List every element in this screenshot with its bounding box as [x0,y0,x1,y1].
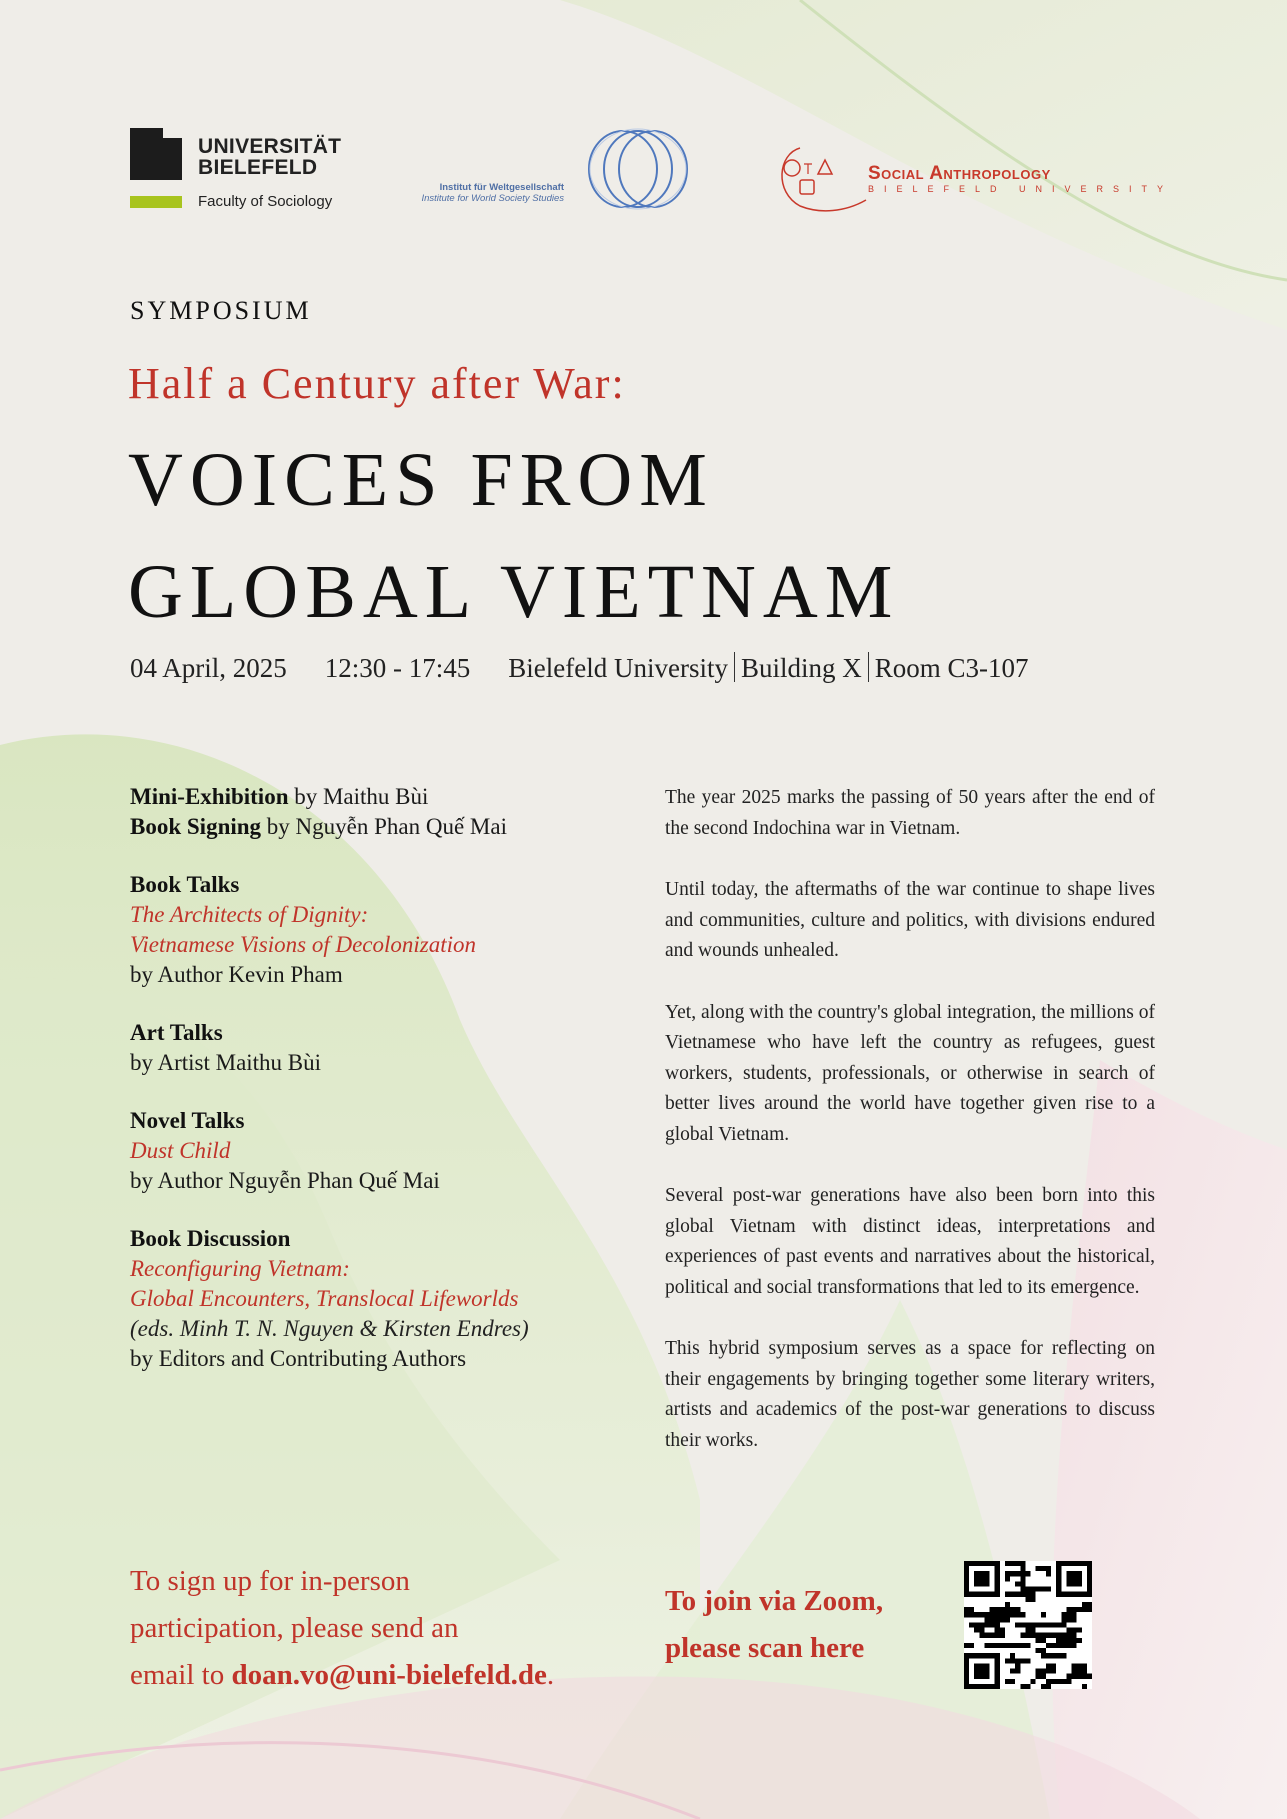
event-building: Building X [740,653,862,683]
signup-line: To sign up for in-person [130,1565,410,1597]
description-paragraph: Until today, the aftermaths of the war continue to shape lives and communities, culture and politics, with divisions endured and wounds unhealed. [665,879,1155,961]
signup-instructions [130,1558,650,1699]
book-title: Reconfiguring Vietnam: [130,1256,350,1281]
book-title: Global Encounters, Translocal Lifeworlds [130,1286,519,1311]
description-paragraph: Several post-war generations have also been born into this global Vietnam with distinct ideas, interpretations and experiences of past events and narratives about the historical, political and social transformations that led to its emergence. [665,1185,1155,1298]
social-anthropology-title: Social Anthropology [868,163,1051,184]
university-name-line1: UNIVERSITÄT [198,135,342,158]
zoom-qr-code[interactable] [964,1561,1092,1689]
program-item-book-discussion [130,1224,600,1374]
program-heading: Novel Talks [130,1108,245,1133]
iws-logo-text [400,182,564,204]
event-date: 04 April, 2025 [130,653,287,683]
punctuation: . [546,1659,555,1691]
description-paragraph: Yet, along with the country's global integration, the millions of Vietnamese who have left the country as refugees, guest workers, students, professionals, or otherwise in search of better lives around the world have together given rise to a global Vietnam. [665,1001,1155,1145]
iws-rings-icon [578,128,698,210]
event-title-line1: VOICES FROM [128,438,714,522]
program-item-art-talks [130,1018,600,1078]
iws-name-en: Institute for World Society Studies [421,193,564,204]
book-editors: (eds. Minh T. N. Nguyen & Kirsten Endres) [130,1316,529,1341]
divider [734,652,735,682]
program-heading: Art Talks [130,1020,223,1045]
iws-name-de: Institut für Weltgesellschaft [439,182,564,193]
divider [868,652,869,682]
book-title: Vietnamese Visions of Decolonization [130,932,477,957]
program-item-novel-talks [130,1106,600,1196]
program-presenter: by Author Kevin Pham [130,962,343,987]
event-title-line2: GLOBAL VIETNAM [128,550,900,634]
event-info-line [130,652,1029,684]
program-item-exhibition-signing [130,782,600,842]
social-anthropology-logo-mark [770,140,870,215]
zoom-line: please scan here [665,1632,865,1664]
faculty-name: Faculty of Sociology [198,193,333,210]
event-venue: Bielefeld University [508,653,728,683]
zoom-instructions [665,1578,883,1672]
description-paragraph: This hybrid symposium serves as a space for reflecting on their engagements by bringing together some literary writers, artists and academics of the post-war generations to discuss their works. [665,1338,1155,1451]
bielefeld-university-logo-mark [130,128,182,180]
book-title: Dust Child [130,1138,231,1163]
program-presenter: by Artist Maithu Bùi [130,1050,322,1075]
contact-email-link[interactable]: doan.vo@uni-bielefeld.de [231,1659,547,1691]
description-paragraph: The year 2025 marks the passing of 50 years after the end of the second Indochina war in Vietnam. [665,787,1155,839]
zoom-line: To join via Zoom, [665,1585,884,1617]
event-title [128,424,899,648]
university-name-line2: BIELEFELD [198,156,318,179]
program-presenter: by Editors and Contributing Authors [130,1346,467,1371]
program-heading: Book Talks [130,872,240,897]
program-presenter: by Author Nguyễn Phan Quế Mai [130,1168,440,1193]
signup-line: participation, please send an [130,1612,459,1644]
program-list [130,782,600,1402]
book-title: The Architects of Dignity: [130,902,369,927]
program-heading: Book Discussion [130,1226,291,1251]
program-item-book-talks [130,870,600,990]
event-subtitle: Half a Century after War: [128,359,626,408]
program-presenter: by Nguyễn Phan Quế Mai [261,814,507,839]
signup-line: email to [130,1659,232,1691]
event-description [665,783,1155,1487]
social-anthropology-subtitle: BIELEFELD UNIVERSITY [868,184,1174,194]
program-presenter: by Maithu Bùi [288,784,429,809]
program-heading: Mini-Exhibition [130,784,289,809]
event-room: Room C3-107 [874,653,1029,683]
event-time: 12:30 - 17:45 [324,653,471,683]
event-type-label: SYMPOSIUM [130,296,312,325]
program-heading: Book Signing [130,814,262,839]
bielefeld-university-wordmark [198,136,341,178]
bielefeld-accent-bar [130,196,182,208]
